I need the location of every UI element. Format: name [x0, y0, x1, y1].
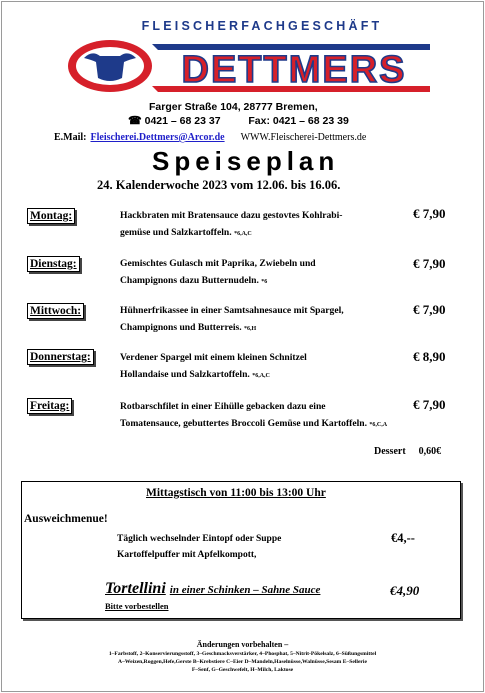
- dessert-price: 0,60€: [418, 446, 442, 457]
- phone-icon: ☎: [128, 115, 142, 127]
- day-label-freitag: Freitag:: [27, 398, 72, 414]
- dish-line: Tomatensauce, gebuttertes Broccoli Gemüse und Kartoffeln.: [120, 418, 368, 429]
- dettmers-logo: [62, 16, 434, 102]
- price-mittwoch: € 7,90: [413, 302, 446, 317]
- dish-mittwoch: [120, 302, 344, 338]
- day-label-montag: Montag:: [27, 208, 75, 224]
- tortellini-sauce: in einer Schinken – Sahne Sauce: [169, 584, 321, 596]
- email-line: [54, 127, 366, 145]
- day-label-donnerstag: Donnerstag:: [27, 349, 94, 365]
- price-dienstag: € 7,90: [413, 256, 446, 271]
- dessert-row: [374, 446, 441, 457]
- alt-menu-line: Kartoffelpuffer mit Apfelkompott,: [117, 550, 257, 560]
- tortellini-title: Tortellini: [105, 580, 166, 597]
- footer-line-1: 1–Farbstoff, 2–Konservierungsstoff, 3–Geschmacksverstärker, 4–Phosphat, 5–Nitrit-Pökelsalz, 6–Süßungsmittel: [108, 651, 377, 657]
- alt-menu-line: Täglich wechselnder Eintopf oder Suppe: [117, 534, 282, 544]
- dish-donnerstag: [120, 349, 307, 385]
- footer-heading: Änderungen vorbehalten –: [196, 640, 289, 649]
- dessert-label: Dessert: [374, 446, 406, 457]
- day-label-mittwoch: Mittwoch:: [27, 303, 84, 319]
- dish-montag: [120, 207, 343, 243]
- alt-menu-lines: [117, 531, 281, 563]
- logo-shop-name: DETTMERS: [181, 49, 407, 91]
- footer-line-3: F–Senf, G–Geschwefelt, H–Milch, Laktose: [191, 667, 294, 673]
- fax-number: Fax: 0421 – 68 23 39: [248, 115, 349, 127]
- price-freitag: € 7,90: [413, 397, 446, 412]
- dish-line: Rotbarschfilet in einer Eihülle gebacken dazu eine: [120, 401, 326, 412]
- dish-dienstag: [120, 255, 316, 291]
- price-donnerstag: € 8,90: [413, 349, 446, 364]
- allergen-codes: *6,H: [244, 326, 257, 332]
- dish-line: Hühnerfrikassee in einer Samtsahnesauce mit Spargel,: [120, 305, 344, 316]
- day-label-dienstag: Dienstag:: [27, 256, 80, 272]
- logo-shop-type: FLEISCHERFACHGESCHÄFT: [141, 19, 383, 33]
- dish-freitag: [120, 398, 387, 434]
- dish-line: Hollandaise und Salzkartoffeln.: [120, 369, 250, 380]
- preorder-note: Bitte vorbestellen: [105, 601, 169, 611]
- email-link[interactable]: Fleischerei.Dettmers@Arcor.de: [90, 132, 225, 143]
- dish-line: Champignons und Butterreis.: [120, 322, 242, 333]
- allergen-codes: *6,C,A: [369, 422, 388, 428]
- dish-line: gemüse und Salzkartoffeln.: [120, 227, 232, 238]
- allergen-codes: *6,A,C: [252, 373, 270, 379]
- page-title: Speiseplan: [152, 146, 340, 176]
- mittagstisch-heading: Mittagstisch von 11:00 bis 13:00 Uhr: [146, 487, 326, 499]
- dish-line: Champignons dazu Butternudeln.: [120, 275, 259, 286]
- tortellini-line: [105, 580, 320, 598]
- price-montag: € 7,90: [413, 206, 446, 221]
- tortellini-price: €4,90: [390, 583, 420, 598]
- phone-line: [128, 114, 349, 127]
- website[interactable]: WWW.Fleischerei-Dettmers.de: [240, 132, 367, 143]
- dish-line: Hackbraten mit Bratensauce dazu gestovtes Kohlrabi-: [120, 210, 343, 221]
- phone-number: 0421 – 68 23 37: [144, 115, 221, 127]
- footer-line-2: A–Weizen,Roggen,Hefe,Gerste B–Krebstiere C–Eier D–Mandeln,Haselnüsse,Walnüsse,Sesam E–Sellerie: [118, 659, 367, 665]
- dish-line: Verdener Spargel mit einem kleinen Schnitzel: [120, 352, 307, 363]
- allergen-codes: *6,A,C: [234, 231, 252, 237]
- email-label: E.Mail:: [54, 132, 87, 143]
- allergen-codes: *6: [261, 279, 268, 285]
- address: Farger Straße 104, 28777 Bremen,: [149, 101, 318, 113]
- ausweich-heading: Ausweichmenue!: [24, 513, 108, 525]
- week-heading: 24. Kalenderwoche 2023 vom 12.06. bis 16.06.: [97, 178, 341, 192]
- dish-line: Gemischtes Gulasch mit Paprika, Zwiebeln und: [120, 258, 316, 269]
- alt-menu-price: €4,--: [391, 531, 415, 545]
